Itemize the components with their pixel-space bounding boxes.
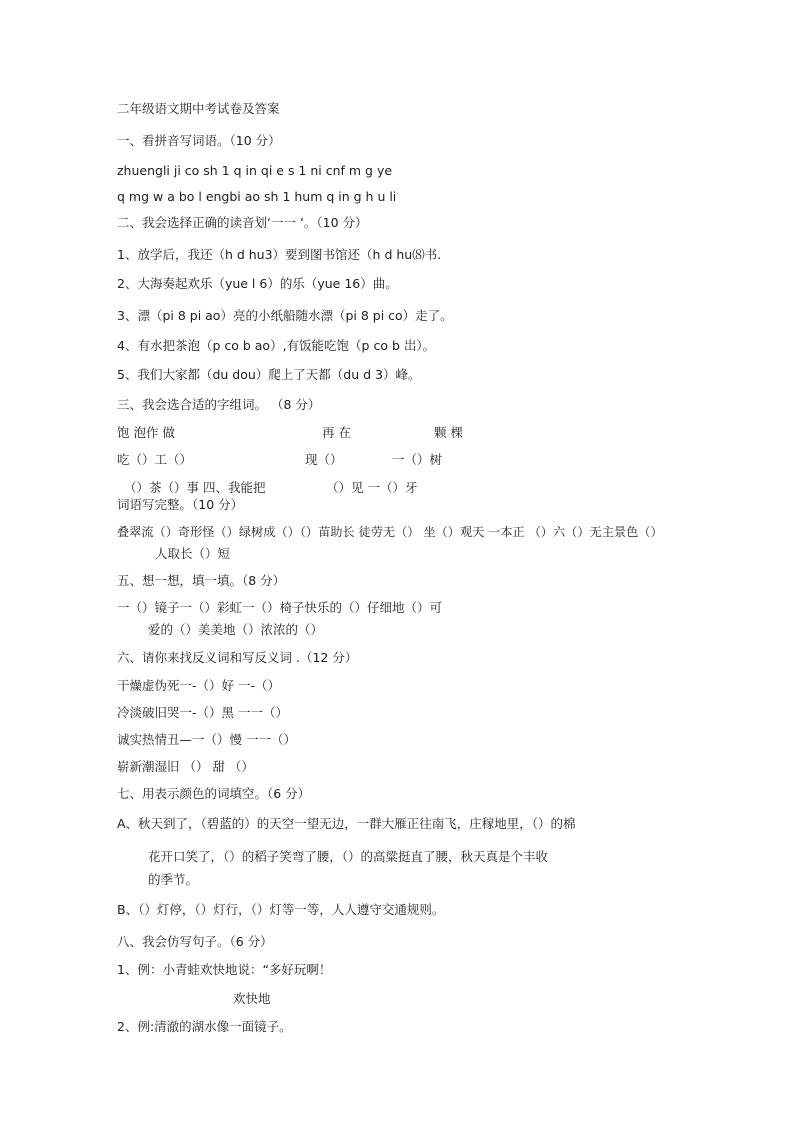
section-2-heading: 二、我会选择正确的读音划‘一一 ‘。（10 分） xyxy=(117,215,368,230)
color-paragraph-a-3: 的季节。 xyxy=(148,872,199,887)
question-2-2: 2、大海奏起欢乐（yue l 6）的乐（yue 16）曲。 xyxy=(117,276,398,291)
idiom-line-1: 叠翠流（）奇形怪（）绿树成（）（）苗助长 徒劳无（） 坐（）观天 一本正 （）六（）无主景色（） xyxy=(117,525,663,539)
word-group-2: 再 在 xyxy=(322,425,351,440)
imitate-keyword-1: 欢快地 xyxy=(233,991,271,1006)
color-paragraph-a-1: A、秋天到了，（碧蓝的）的天空一望无边，一群大雁正往南飞，庄稼地里，（）的棉 xyxy=(117,816,576,831)
pinyin-line-1: zhuengli ji co sh 1 q in qi e s 1 ni cnf m g ye xyxy=(117,163,393,178)
section-3-heading: 三、我会选合适的字组词。 （8 分） xyxy=(117,397,321,412)
antonym-line-4: 崭新潮湿旧 （） 甜 （） xyxy=(117,759,254,774)
question-2-1: 1、放学后，我还（h d hu3）要到图书馆还（h d hu⑻书. xyxy=(117,247,442,262)
pinyin-line-2: q mg w a bo l engbi ao sh 1 hum q in g h u li xyxy=(117,189,397,204)
idiom-line-2: 人取长（）短 xyxy=(155,546,231,561)
fill-row-1a: 吃（）工（） xyxy=(117,452,193,467)
fill-line-5-2: 爱的（）美美地（）浓浓的（） xyxy=(148,622,324,637)
fill-row-2a: （）茶（）事 四、我能把 xyxy=(124,480,266,495)
antonym-line-2: 冷淡破旧哭一-（）黑 一一（） xyxy=(117,705,288,720)
imitate-example-1: 1、例：小青蛙欢快地说：“多好玩啊！ xyxy=(117,962,332,977)
section-5-heading: 五、想一想，填一填。（8 分） xyxy=(117,573,286,588)
question-2-5: 5、我们大家都（du dou）爬上了天都（du d 3）峰。 xyxy=(117,367,421,382)
imitate-example-2: 2、例:清澈的湖水像一面镜子。 xyxy=(117,1019,292,1034)
fill-row-1c: 一（）树 xyxy=(392,452,443,467)
question-2-3: 3、漂（pi 8 pi ao）亮的小纸船随水漂（pi 8 pi co）走了。 xyxy=(117,308,453,323)
fill-line-5-1: 一（）镜子一（）彩虹一（）椅子快乐的（）仔细地（）可 xyxy=(117,600,443,615)
color-paragraph-b: B、（）灯停，（）灯行，（）灯等一等，人人遵守交通规则。 xyxy=(117,902,445,917)
section-4-heading: 词语写完整。（10 分） xyxy=(117,497,244,512)
antonym-line-3: 诚实热情丑—一（）慢 一一（） xyxy=(117,732,296,747)
word-group-3: 颗 棵 xyxy=(434,425,463,440)
color-paragraph-a-2: 花开口笑了，（）的稻子笑弯了腰，（）的高粱挺直了腰，秋天真是个丰收 xyxy=(148,849,549,864)
exam-title: 二年级语文期中考试卷及答案 xyxy=(117,101,280,116)
question-2-4: 4、有水把茶泡（p co b ao）,有饭能吃饱（p co b 岀）。 xyxy=(117,338,436,353)
antonym-line-1: 干燥虚伪死一-（）好 一-（） xyxy=(117,678,280,693)
section-8-heading: 八、我会仿写句子。（6 分） xyxy=(117,934,273,949)
fill-row-2b: （）见 一（）牙 xyxy=(326,480,418,495)
section-6-heading: 六、请你来找反义词和写反义词 .（12 分） xyxy=(117,650,358,665)
fill-row-1b: 现（） xyxy=(305,452,343,467)
section-1-heading: 一、看拼音写词语。（10 分） xyxy=(117,133,281,148)
word-group-1: 饱 泡作 做 xyxy=(117,425,175,440)
section-7-heading: 七、用表示颜色的词填空。（6 分） xyxy=(117,786,311,801)
